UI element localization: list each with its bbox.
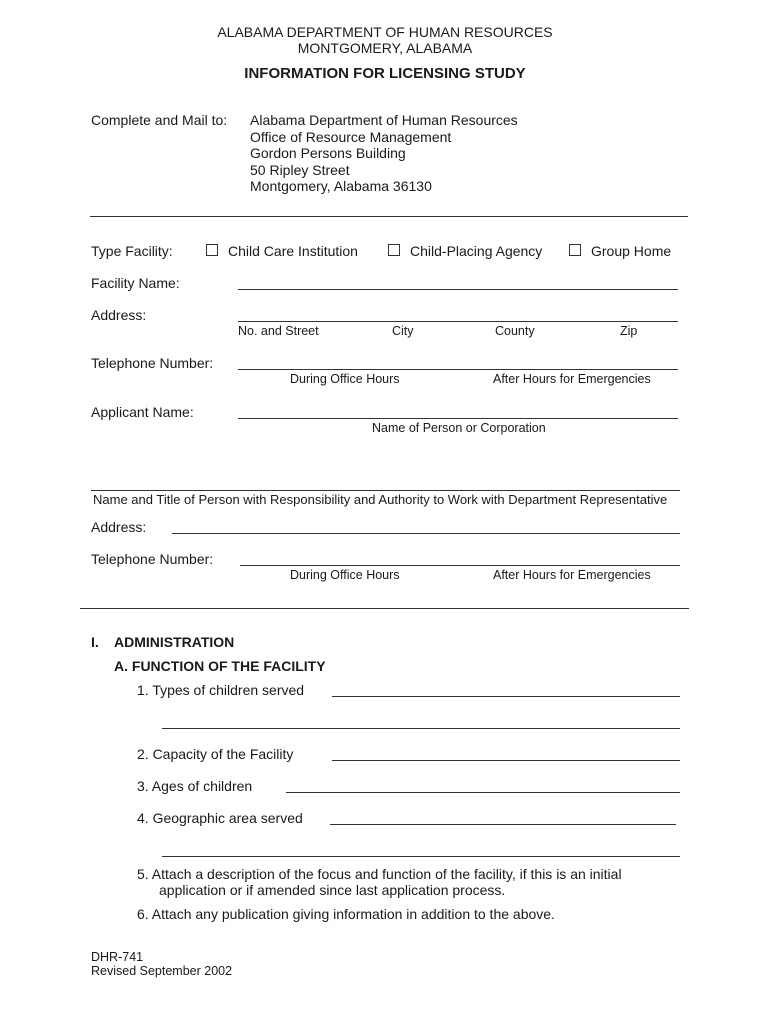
mail-line: Gordon Persons Building <box>250 145 406 161</box>
checkbox-group-home[interactable] <box>569 244 581 256</box>
item-types-of-children: 1. Types of children served <box>137 682 305 698</box>
type-group-home: Group Home <box>591 243 672 259</box>
types-of-children-field-continued[interactable] <box>162 728 680 729</box>
mail-address-block <box>250 112 518 195</box>
item-capacity: 2. Capacity of the Facility <box>137 746 294 762</box>
mail-line: 50 Ripley Street <box>250 161 350 178</box>
applicant-sublabel: Name of Person or Corporation <box>372 421 546 435</box>
applicant-label: Applicant Name: <box>91 404 194 420</box>
mail-line: Montgomery, Alabama 36130 <box>250 178 432 194</box>
rep-phone-sublabel-emergency: After Hours for Emergencies <box>493 568 651 582</box>
checkbox-child-care-institution[interactable] <box>206 244 218 256</box>
checkbox-child-placing-agency[interactable] <box>388 244 400 256</box>
ages-field[interactable] <box>286 792 680 793</box>
section-divider <box>90 216 688 217</box>
item-attach-publication: 6. Attach any publication giving information in addition to the above. <box>137 906 555 922</box>
type-child-care-institution: Child Care Institution <box>228 243 358 259</box>
rep-phone-sublabel-office: During Office Hours <box>290 568 400 582</box>
type-child-placing-agency: Child-Placing Agency <box>410 243 543 259</box>
phone-sublabel-office: During Office Hours <box>290 372 400 386</box>
address-field[interactable] <box>238 321 678 322</box>
agency-city: MONTGOMERY, ALABAMA <box>297 40 473 56</box>
geographic-area-field-continued[interactable] <box>162 856 680 857</box>
sub-heading: A. FUNCTION OF THE FACILITY <box>114 658 326 674</box>
facility-name-field[interactable] <box>238 289 678 290</box>
mail-line: Office of Resource Management <box>250 128 452 145</box>
phone-sublabel-emergency: After Hours for Emergencies <box>493 372 651 386</box>
item-attach-description: 5. Attach a description of the focus and function of the facility, if this is an initial <box>137 866 622 882</box>
types-of-children-field[interactable] <box>332 696 680 697</box>
mail-label: Complete and Mail to: <box>91 112 228 128</box>
capacity-field[interactable] <box>332 760 680 761</box>
section-numeral: I. <box>91 634 99 650</box>
geographic-area-field[interactable] <box>330 824 676 825</box>
item-attach-description-continued: application or if amended since last application process. <box>159 882 506 898</box>
address-sublabel-zip: Zip <box>620 324 638 338</box>
section-heading: ADMINISTRATION <box>114 634 235 650</box>
representative-name-field[interactable] <box>91 490 680 491</box>
rep-address-field[interactable] <box>172 533 680 534</box>
item-geographic-area: 4. Geographic area served <box>137 810 303 826</box>
agency-name: ALABAMA DEPARTMENT OF HUMAN RESOURCES <box>217 24 553 40</box>
telephone-label: Telephone Number: <box>91 355 214 371</box>
rep-telephone-field[interactable] <box>240 565 680 566</box>
item-ages: 3. Ages of children <box>137 778 253 794</box>
revision-date: Revised September 2002 <box>91 964 233 978</box>
applicant-field[interactable] <box>238 418 678 419</box>
address-label: Address: <box>91 307 147 323</box>
section-divider <box>80 608 689 609</box>
mail-line: Alabama Department of Human Resources <box>250 112 518 128</box>
address-sublabel-county: County <box>495 324 535 338</box>
rep-telephone-label: Telephone Number: <box>91 551 214 567</box>
rep-address-label: Address: <box>91 519 147 535</box>
type-facility-label: Type Facility: <box>91 243 173 259</box>
address-sublabel-street: No. and Street <box>238 324 319 338</box>
page-title: INFORMATION FOR LICENSING STUDY <box>244 65 526 82</box>
facility-name-label: Facility Name: <box>91 275 180 291</box>
address-sublabel-city: City <box>392 324 414 338</box>
representative-title-label: Name and Title of Person with Responsibility and Authority to Work with Department Representative <box>93 492 668 507</box>
telephone-field[interactable] <box>238 369 678 370</box>
form-number: DHR-741 <box>91 950 144 964</box>
